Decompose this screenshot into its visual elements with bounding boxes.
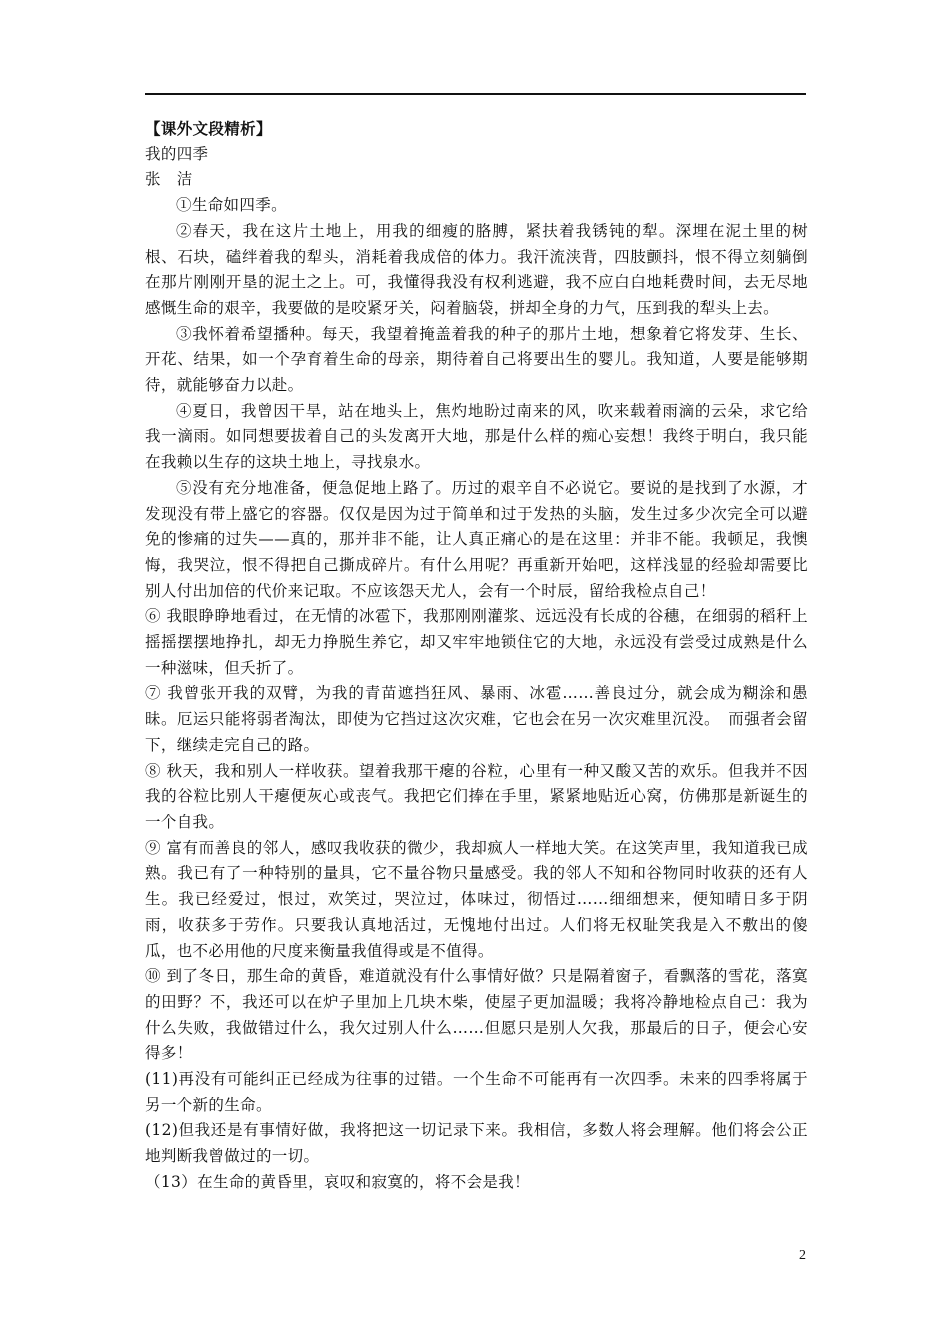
paragraph-12: (12)但我还是有事情好做，我将把这一切记录下来。我相信，多数人将会理解。他们将会公正地判断我曾做过的一切。 bbox=[145, 1121, 808, 1166]
paragraph-2: ②春天，我在这片土地上，用我的细瘦的胳膊，紧扶着我锈钝的犁。深埋在泥土里的树根、石块，磕绊着我的犁头，消耗着我成倍的体力。我汗流浃背，四肢颤抖，恨不得立刻躺倒在那片刚刚开垦的泥土之上。可，我懂得我没有权利逃避，我不应白白地耗费时间，去无尽地感慨生命的艰辛，我要做的是咬紧牙关，闷着脑袋，拼却全身的力气，压到我的犁头上去。 bbox=[145, 221, 808, 317]
paragraph-9: ⑨ 富有而善良的邻人，感叹我收获的微少，我却疯人一样地大笑。在这笑声里，我知道我已成熟。我已有了一种特别的量具，它不量谷物只量感受。我的邻人不知和谷物同时收获的还有人生。我已经爱过，恨过，欢笑过，哭泣过，体味过，彻悟过……细细想来，便知晴日多于阴雨，收获多于劳作。只要我认真地活过，无愧地付出过。人们将无权耻笑我是入不敷出的傻瓜，也不必用他的尺度来衡量我值得或是不值得。 bbox=[145, 838, 808, 960]
paragraph-10: ⑩ 到了冬日，那生命的黄昏，难道就没有什么事情好做？只是隔着窗子，看飘落的雪花，落寞的田野？不，我还可以在炉子里加上几块木柴，使屋子更加温暖；我将冷静地检点自己：我为什么失败，我做错过什么，我欠过别人什么……但愿只是别人欠我，那最后的日子，便会心安得多！ bbox=[145, 967, 808, 1063]
paragraph-7: ⑦ 我曾张开我的双臂，为我的青苗遮挡狂风、暴雨、冰雹……善良过分，就会成为糊涂和愚昧。厄运只能将弱者淘汰，即使为它挡过这次灾难，它也会在另一次灾难里沉没。 而强者会留下，继续走完自己的路。 bbox=[145, 684, 808, 754]
paragraph-3: ③我怀着希望播种。每天，我望着掩盖着我的种子的那片土地，想象着它将发芽、生长、开花、结果，如一个孕育着生命的母亲，期待着自己将要出生的婴儿。我知道，人要是能够期待，就能够奋力以赴。 bbox=[145, 324, 808, 395]
paragraph-1: ①生命如四季。 bbox=[176, 196, 287, 215]
header-rule bbox=[145, 93, 806, 95]
paragraph-8: ⑧ 秋天，我和别人一样收获。望着我那干瘪的谷粒，心里有一种又酸又苦的欢乐。但我并不因我的谷粒比别人干瘪便灰心或丧气。我把它们捧在手里，紧紧地贴近心窝，仿佛那是新诞生的一个自我。 bbox=[145, 761, 808, 831]
article-author: 张 洁 bbox=[145, 170, 193, 189]
page-number: 2 bbox=[799, 1248, 806, 1263]
paragraph-4: ④夏日，我曾因干旱，站在地头上，焦灼地盼过南来的风，吹来载着雨滴的云朵，求它给我一滴雨。如同想要拔着自己的头发离开大地，那是什么样的痴心妄想！我终于明白，我只能在我赖以生存的这块土地上，寻找泉水。 bbox=[145, 401, 808, 472]
article-body bbox=[145, 116, 808, 1196]
paragraph-5: ⑤没有充分地准备，便急促地上路了。历过的艰辛自不必说它。要说的是找到了水源，才发现没有带上盛它的容器。仅仅是因为过于简单和过于发热的头脑，发生过多少次完全可以避免的惨痛的过失——真的，那并非不能，让人真正痛心的是在这里：并非不能。我顿足，我懊悔，我哭泣，恨不得把自己撕成碎片。有什么用呢？再重新开始吧，这样浅显的经验却需要比别人付出加倍的代价来记取。不应该怨天尤人，会有一个时辰，留给我检点自己！ bbox=[145, 478, 808, 600]
article-title: 我的四季 bbox=[145, 144, 209, 163]
section-heading: 【课外文段精析】 bbox=[145, 119, 272, 138]
paragraph-6: ⑥ 我眼睁睁地看过，在无情的冰雹下，我那刚刚灌浆、远远没有长成的谷穗，在细弱的稻秆上摇摇摆摆地挣扎，却无力挣脱生养它，却又牢牢地锁住它的大地，永远没有尝受过成熟是什么一种滋味，但夭折了。 bbox=[145, 607, 808, 677]
paragraph-13: （13）在生命的黄昏里，哀叹和寂寞的，将不会是我！ bbox=[145, 1172, 530, 1191]
paragraph-11: (11)再没有可能纠正已经成为往事的过错。一个生命不可能再有一次四季。未来的四季将属于另一个新的生命。 bbox=[145, 1070, 808, 1114]
